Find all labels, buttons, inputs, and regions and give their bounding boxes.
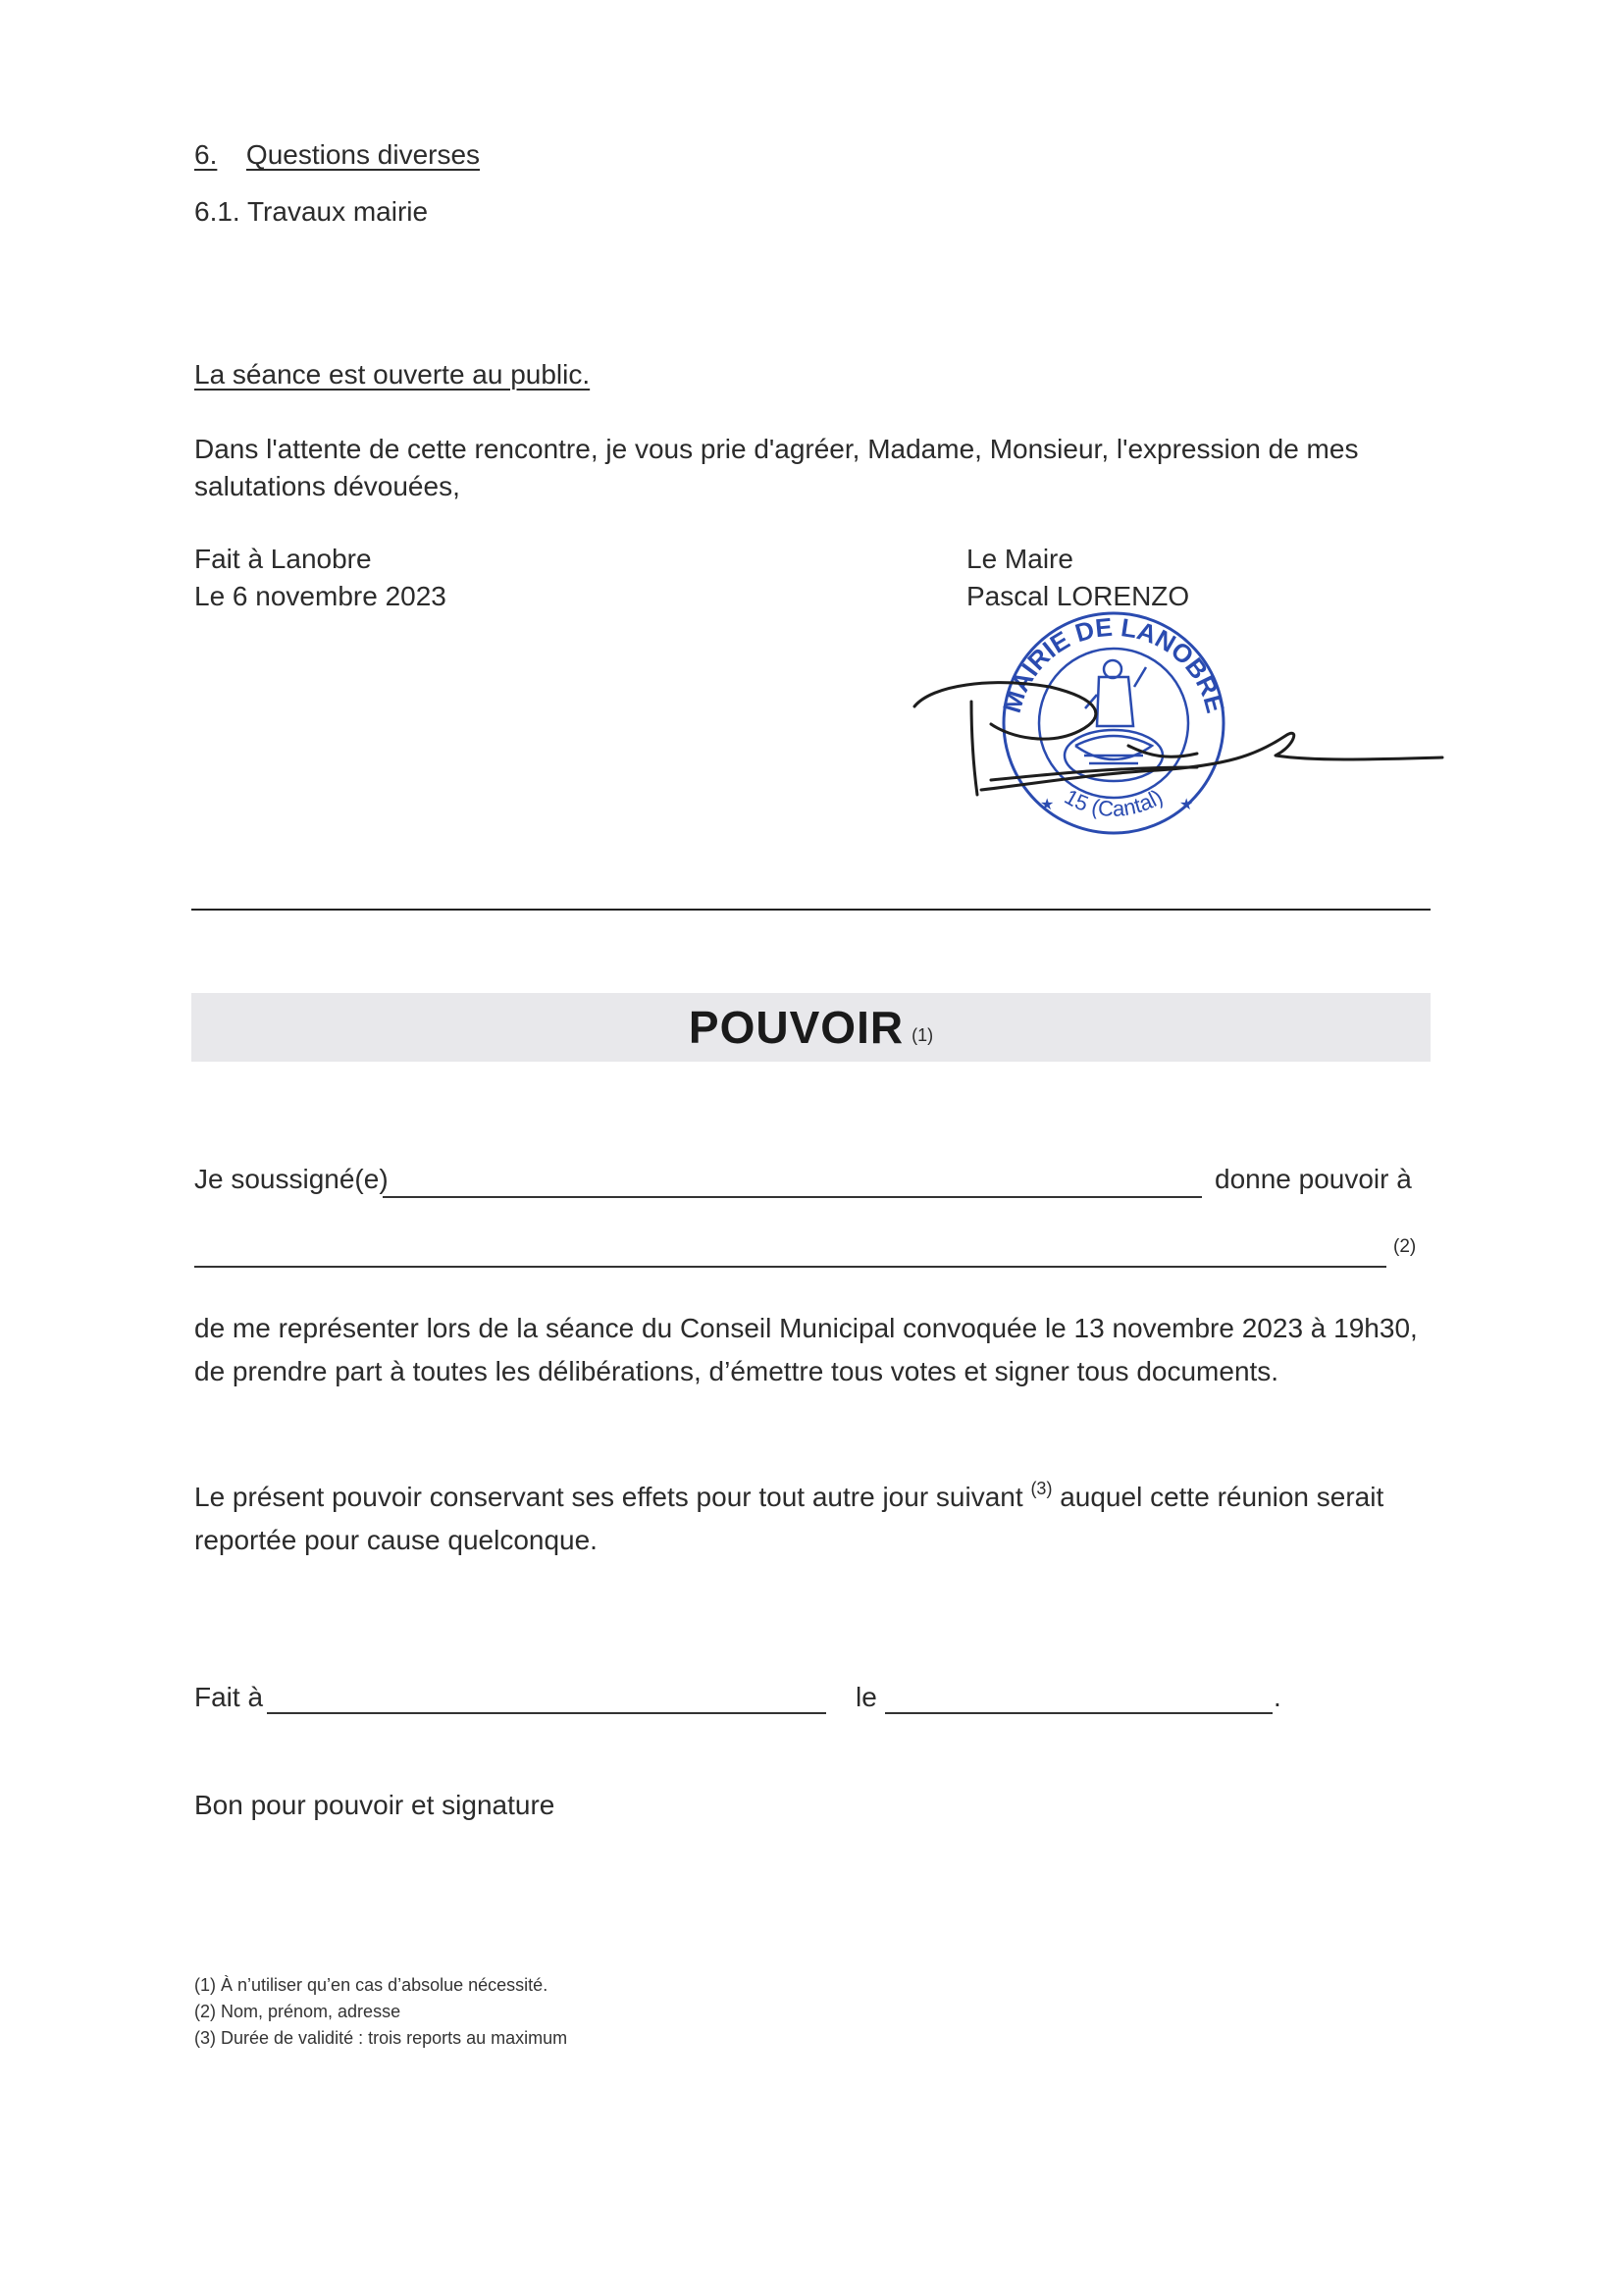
para2-text-a: Le présent pouvoir conservant ses effets pour tout autre jour suivant <box>194 1482 1023 1512</box>
soussigne-blank[interactable] <box>383 1196 1202 1198</box>
closing-line-1: Dans l'attente de cette rencontre, je vous prie d'agréer, Madame, Monsieur, l'expression de mes <box>194 434 1359 464</box>
signature-and-stamp <box>903 608 1452 854</box>
pouvoir-banner <box>191 993 1431 1062</box>
para1-line-2: de prendre part à toutes les délibérations, d’émettre tous votes et signer tous documents. <box>194 1356 1279 1386</box>
section-title: Questions diverses <box>245 139 481 170</box>
para2-line-2: reportée pour cause quelconque. <box>194 1525 598 1555</box>
section-subitem: 6.1. Travaux mairie <box>194 196 429 227</box>
handwritten-signature <box>914 683 1442 795</box>
section-divider <box>191 909 1431 911</box>
svg-text:★: ★ <box>1179 795 1194 813</box>
section-heading <box>194 137 480 173</box>
pouvoir-title-ref: (1) <box>912 1024 934 1045</box>
mandataire-blank[interactable] <box>194 1266 1386 1268</box>
para1-line-1: de me représenter lors de la séance du Conseil Municipal convoquée le 13 novembre 2023 à 19h30, <box>194 1313 1418 1343</box>
footnote-3: (3) Durée de validité : trois reports au maximum <box>194 2028 568 2048</box>
svg-text:★: ★ <box>1040 795 1055 813</box>
signer-name: Pascal LORENZO <box>966 581 1190 611</box>
stamp-top-text: MAIRIE DE LANOBRE <box>996 611 1231 716</box>
ref-2: (2) <box>1393 1236 1417 1257</box>
closing-line-2: salutations dévouées, <box>194 471 460 501</box>
svg-text:15 (Cantal) <box>1061 784 1167 821</box>
bon-pour-pouvoir: Bon pour pouvoir et signature <box>194 1790 555 1820</box>
para2-line-1 <box>194 1480 1383 1518</box>
line-period: . <box>1274 1682 1281 1712</box>
pouvoir-title: POUVOIR <box>688 1002 905 1053</box>
fait-a-label: Fait à <box>194 1682 264 1712</box>
stamp-emblem-icon <box>1065 660 1163 781</box>
para2-text-b: auquel cette réunion serait <box>1060 1482 1384 1512</box>
footnote-1: (1) À n’utiliser qu’en cas d’absolue nécessité. <box>194 1975 548 1995</box>
public-note: La séance est ouverte au public. <box>194 359 591 390</box>
official-stamp <box>997 612 1230 833</box>
date: Le 6 novembre 2023 <box>194 581 446 611</box>
footnote-2: (2) Nom, prénom, adresse <box>194 2002 401 2021</box>
donne-pouvoir-label: donne pouvoir à <box>1215 1164 1412 1194</box>
soussigne-label: Je soussigné(e) <box>194 1164 389 1194</box>
stamp-bottom-text: 15 (Cantal) <box>1060 784 1168 821</box>
le-label: le <box>856 1682 877 1712</box>
section-number: 6. <box>194 139 218 170</box>
date-blank[interactable] <box>885 1712 1273 1714</box>
pouvoir-heading <box>191 993 1431 1062</box>
signer-role: Le Maire <box>966 544 1073 574</box>
ref-3: (3) <box>1030 1479 1053 1498</box>
fait-a-blank[interactable] <box>267 1712 826 1714</box>
svg-text:MAIRIE DE LANOBRE <box>997 612 1230 716</box>
place: Fait à Lanobre <box>194 544 372 574</box>
